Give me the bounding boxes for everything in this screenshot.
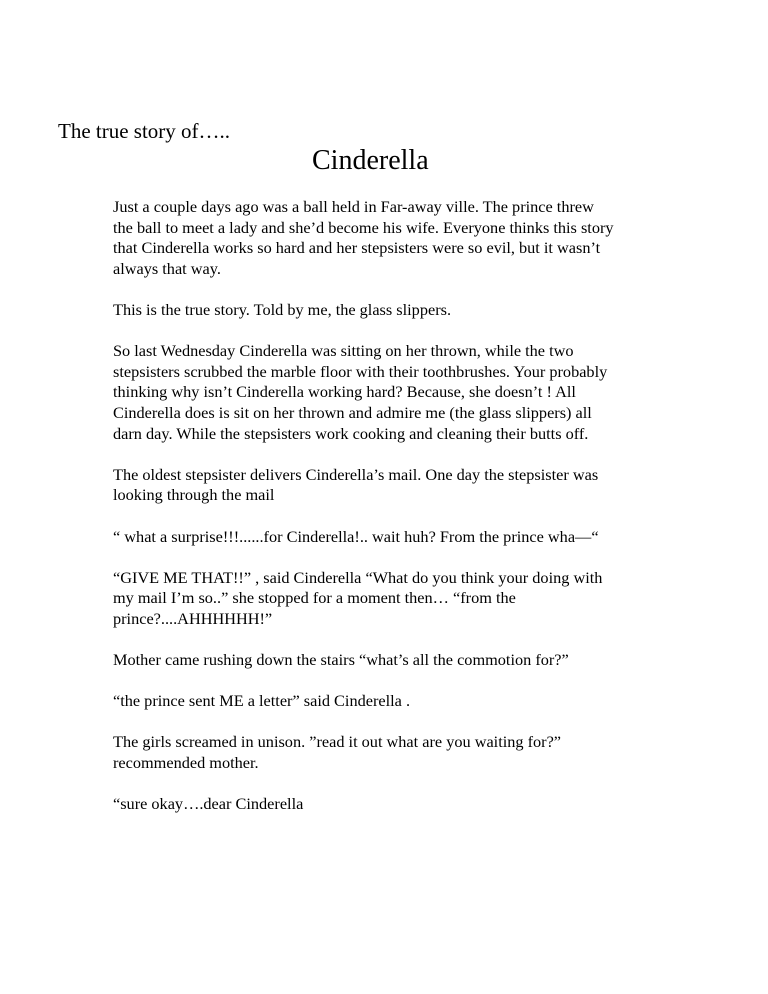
story-body	[113, 197, 663, 835]
document-title: Cinderella	[312, 145, 429, 176]
text-line: This is the true story. Told by me, the glass slippers.	[113, 299, 452, 319]
document-heading: The true story of…..	[58, 119, 231, 143]
paragraph	[113, 197, 663, 279]
text-line: my mail I’m so..” she stopped for a moment then… “from the	[113, 588, 516, 608]
text-line: Mother came rushing down the stairs “what’s all the commotion for?”	[113, 650, 569, 670]
paragraph	[113, 527, 663, 548]
text-line: “GIVE ME THAT!!” , said Cinderella “What do you think your doing with	[113, 567, 603, 587]
text-line: “ what a surprise!!!......for Cinderella!.. wait huh? From the prince wha—“	[113, 526, 599, 546]
paragraph	[113, 568, 663, 630]
text-line: thinking why isn’t Cinderella working hard? Because, she doesn’t ! All	[113, 382, 576, 402]
text-line: recommended mother.	[113, 753, 259, 773]
text-line: Cinderella does is sit on her thrown and admire me (the glass slippers) all	[113, 402, 592, 422]
paragraph	[113, 341, 663, 444]
paragraph	[113, 300, 663, 321]
text-line: “the prince sent ME a letter” said Cinderella .	[113, 691, 411, 711]
text-line: “sure okay….dear Cinderella	[113, 794, 304, 814]
text-line: So last Wednesday Cinderella was sitting on her thrown, while the two	[113, 341, 574, 361]
text-line: stepsisters scrubbed the marble floor with their toothbrushes. Your probably	[113, 361, 608, 381]
paragraph	[113, 465, 663, 506]
text-line: darn day. While the stepsisters work cooking and cleaning their butts off.	[113, 423, 589, 443]
text-line: Just a couple days ago was a ball held in Far-away ville. The prince threw	[113, 197, 594, 216]
paragraph	[113, 650, 663, 671]
paragraph	[113, 691, 663, 712]
text-line: The oldest stepsister delivers Cinderella’s mail. One day the stepsister was	[113, 464, 599, 484]
text-line: looking through the mail	[113, 485, 275, 505]
text-line: always that way.	[113, 258, 221, 278]
text-line: The girls screamed in unison. ”read it out what are you waiting for?”	[113, 732, 562, 752]
paragraph	[113, 732, 663, 773]
text-line: the ball to meet a lady and she’d become his wife. Everyone thinks this story	[113, 217, 614, 237]
paragraph	[113, 794, 663, 815]
text-line: that Cinderella works so hard and her stepsisters were so evil, but it wasn’t	[113, 238, 601, 258]
text-line: prince?....AHHHHHH!”	[113, 608, 273, 628]
